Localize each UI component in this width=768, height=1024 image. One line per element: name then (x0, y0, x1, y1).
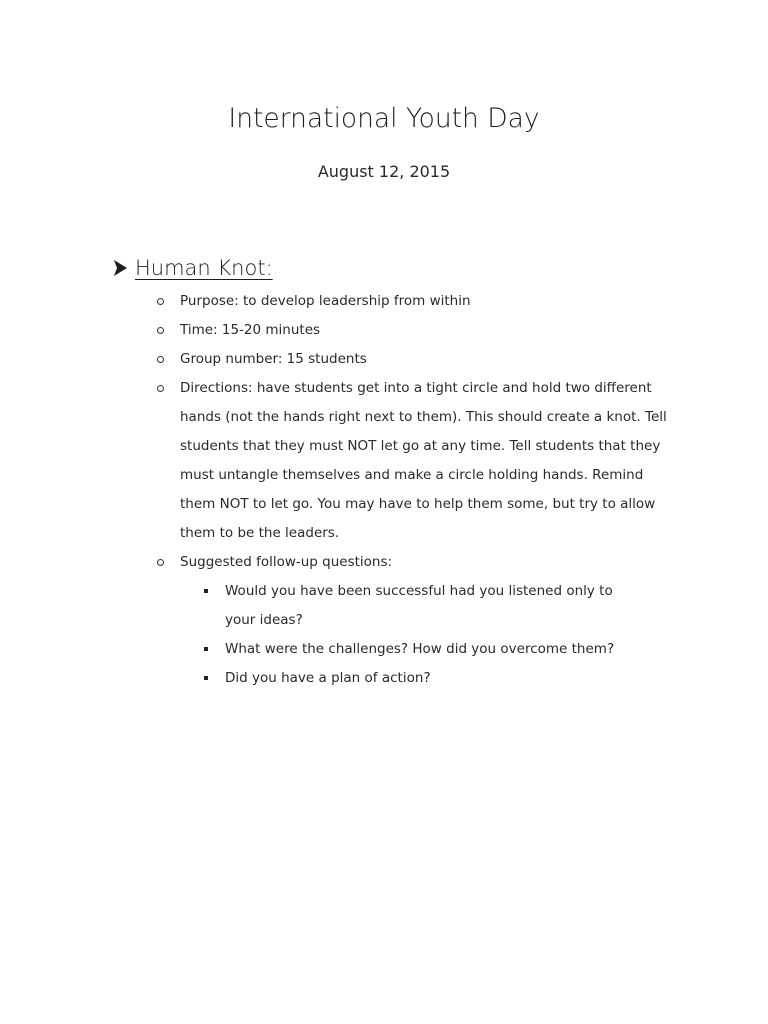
question-text: Would you have been successful had you listened only to your ideas? (225, 583, 613, 628)
activity-details-list (0, 287, 668, 693)
document-date: August 12, 2015 (317, 162, 451, 181)
right-arrowhead-icon (112, 257, 130, 279)
section-heading (112, 252, 273, 284)
square-bullet-icon (204, 647, 208, 651)
question-item (180, 664, 645, 693)
list-item-text: Directions: have students get into a tight circle and hold two different hands (not the hands right next to them). This should create a knot. Tell students that they must NOT let go at any time. Tell students that they must untangle themselves and make a circle holding hands. Remind them NOT to let go. You may have to help them some, but try to allow them to be the leaders. (180, 380, 667, 541)
hollow-circle-bullet-icon (157, 327, 164, 334)
list-item-text: Group number: 15 students (180, 351, 367, 367)
list-item-directions (0, 374, 668, 548)
question-item (180, 577, 645, 635)
follow-up-questions-list (180, 577, 668, 693)
list-item-follow-up (0, 548, 668, 693)
question-text: Did you have a plan of action? (225, 670, 431, 686)
question-item (180, 635, 645, 664)
hollow-circle-bullet-icon (157, 385, 164, 392)
hollow-circle-bullet-icon (157, 559, 164, 566)
hollow-circle-bullet-icon (157, 356, 164, 363)
square-bullet-icon (204, 676, 208, 680)
list-item-purpose (0, 287, 668, 316)
list-item-text: Suggested follow-up questions: (180, 554, 393, 570)
section-heading-text: Human Knot: (135, 256, 273, 280)
hollow-circle-bullet-icon (157, 298, 164, 305)
list-item-group-number (0, 345, 668, 374)
list-item-text: Purpose: to develop leadership from within (180, 293, 471, 309)
document-title: International Youth Day (228, 103, 540, 134)
list-item-text: Time: 15-20 minutes (180, 322, 321, 338)
square-bullet-icon (204, 589, 208, 593)
list-item-time (0, 316, 668, 345)
question-text: What were the challenges? How did you overcome them? (225, 641, 615, 657)
